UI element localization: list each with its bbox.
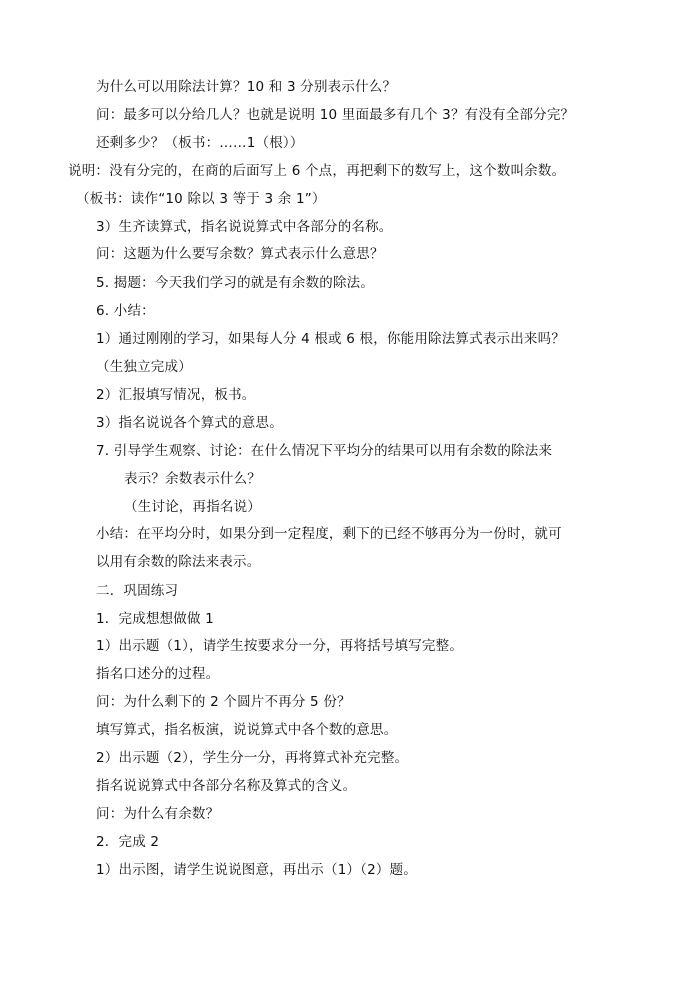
text-line-13: 3）指名说说各个算式的意思。 bbox=[96, 415, 283, 431]
text-line-5: （板书：读作“10 除以 3 等于 3 余 1”） bbox=[76, 191, 326, 207]
text-line-26: 指名说说算式中各部分名称及算式的含义。 bbox=[96, 778, 357, 794]
text-line-25: 2）出示题（2），学生分一分，再将算式补充完整。 bbox=[96, 750, 409, 766]
text-line-12: 2）汇报填写情况，板书。 bbox=[96, 387, 256, 403]
text-line-24: 填写算式，指名板演，说说算式中各个数的意思。 bbox=[96, 722, 398, 738]
text-line-10: 1）通过刚刚的学习，如果每人分 4 根或 6 根，你能用除法算式表示出来吗？ bbox=[96, 331, 566, 347]
text-line-7: 问：这题为什么要写余数？算式表示什么意思？ bbox=[96, 246, 384, 262]
text-line-2: 问：最多可以分给几人？也就是说明 10 里面最多有几个 3？有没有全部分完？ bbox=[96, 107, 575, 123]
text-line-8: 5. 揭题：今天我们学习的就是有余数的除法。 bbox=[96, 275, 375, 291]
text-line-6: 3）生齐读算式，指名说说算式中各部分的名称。 bbox=[96, 219, 393, 235]
text-line-16: （生讨论，再指名说） bbox=[124, 499, 261, 515]
text-line-15: 表示？余数表示什么？ bbox=[124, 471, 261, 487]
text-line-1: 为什么可以用除法计算？10 和 3 分别表示什么？ bbox=[96, 79, 397, 95]
text-line-21: 1）出示题（1），请学生按要求分一分，再将括号填写完整。 bbox=[96, 638, 464, 654]
text-line-28: 2．完成 2 bbox=[96, 834, 160, 850]
text-line-4: 说明：没有分完的，在商的后面写上 6 个点，再把剩下的数写上，这个数叫余数。 bbox=[68, 163, 566, 179]
text-line-11: （生独立完成） bbox=[96, 359, 192, 375]
text-line-14: 7. 引导学生观察、讨论：在什么情况下平均分的结果可以用有余数的除法来 bbox=[96, 443, 553, 459]
text-line-3: 还剩多少？（板书：……1（根）） bbox=[96, 135, 304, 151]
text-line-29: 1）出示图，请学生说说图意，再出示（1）（2）题。 bbox=[96, 862, 418, 878]
text-line-19: 二．巩固练习 bbox=[96, 583, 179, 599]
text-line-18: 以用有余数的除法来表示。 bbox=[96, 554, 261, 570]
text-line-22: 指名口述分的过程。 bbox=[96, 666, 220, 682]
text-line-27: 问：为什么有余数？ bbox=[96, 806, 220, 822]
text-line-23: 问：为什么剩下的 2 个圆片不再分 5 份？ bbox=[96, 694, 351, 710]
text-line-9: 6. 小结： bbox=[96, 303, 155, 319]
text-line-20: 1．完成想想做做 1 bbox=[96, 611, 214, 627]
text-line-17: 小结：在平均分时，如果分到一定程度，剩下的已经不够再分为一份时，就可 bbox=[96, 526, 562, 542]
